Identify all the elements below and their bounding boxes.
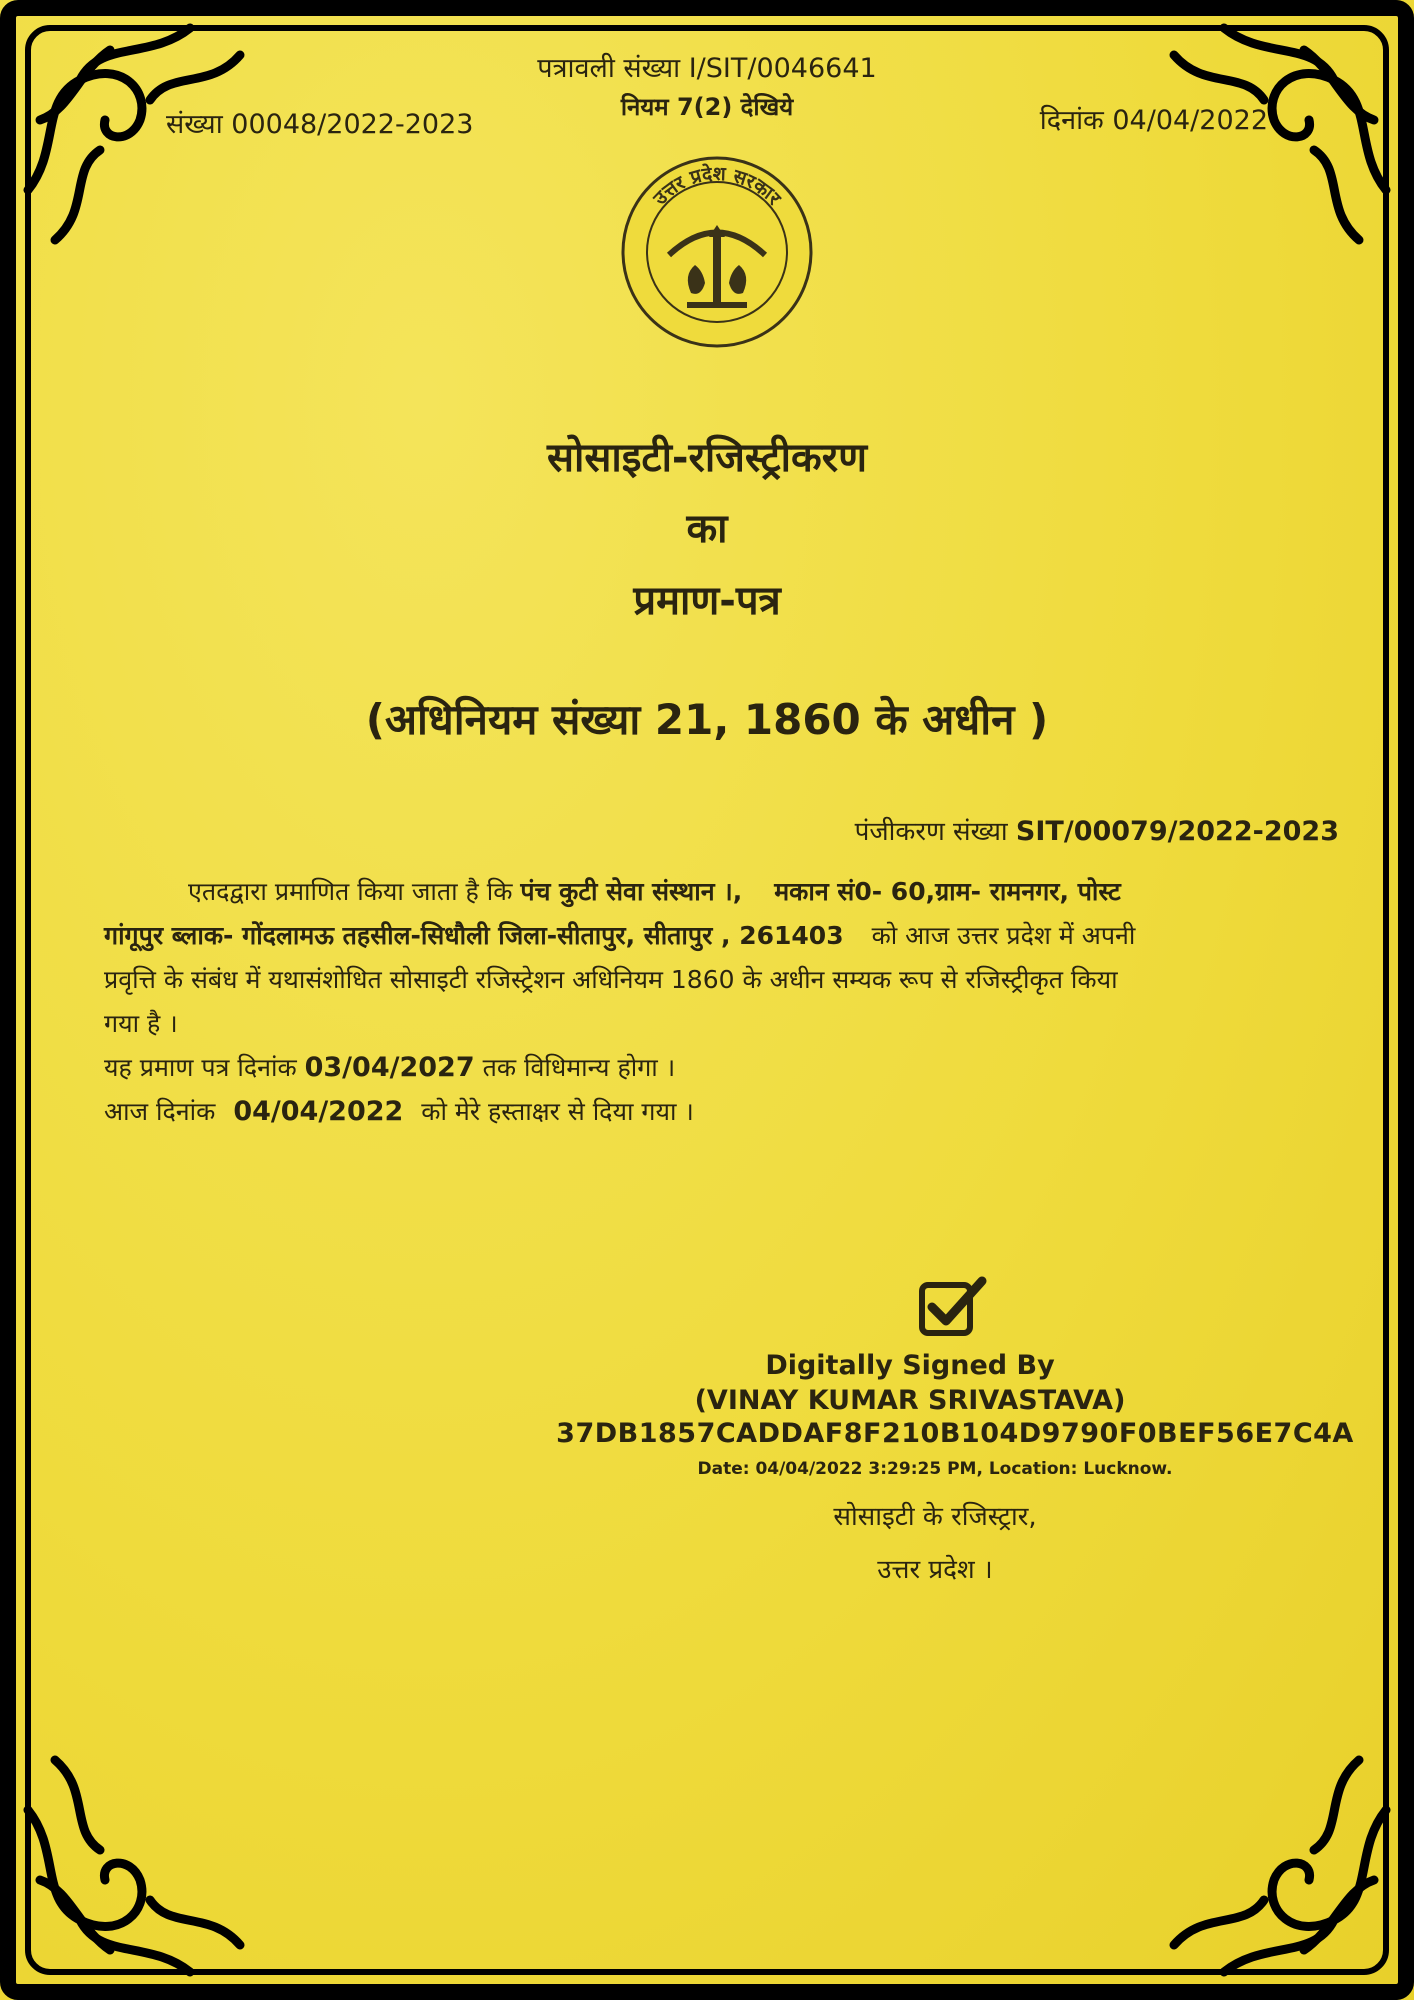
body-line-1 [104, 870, 1354, 914]
registrar-state: उत्तर प्रदेश । [877, 1555, 993, 1585]
body-line-3: प्रवृत्ति के संबंध में यथासंशोधित सोसाइटी रजिस्ट्रेशन अधिनियम 1860 के अधीन सम्यक रूप से रजिस्ट्रीकृत किया [104, 965, 1118, 994]
validity-prefix: यह प्रमाण पत्र दिनांक [104, 1053, 297, 1082]
checkbox-check-icon [918, 1275, 988, 1337]
body-line-2 [104, 914, 1354, 958]
signature-meta: Date: 04/04/2022 3:29:25 PM, Location: Lucknow. [697, 1459, 1173, 1479]
certificate-title-line3: प्रमाण-पत्र [633, 578, 781, 624]
certificate-title-line1: सोसाइटी-रजिस्ट्रीकरण [546, 435, 868, 481]
given-suffix: को मेरे हस्ताक्षर से दिया गया । [421, 1097, 694, 1126]
act-reference: (अधिनियम संख्या 21, 1860 के अधीन ) [365, 695, 1049, 744]
emblem-label: उत्तर प्रदेश सरकार [649, 162, 786, 210]
registration-number [855, 812, 1339, 848]
certificate-title-line2: का [686, 506, 728, 552]
address-line-2: गांगूपुर ब्लाक- गोंदलामऊ तहसील-सिधौली जिला-सीतापुर, सीतापुर , 261403 [104, 921, 844, 950]
text-after-address: को आज उत्तर प्रदेश में अपनी [871, 921, 1136, 950]
registrar-designation: सोसाइटी के रजिस्ट्रार, [833, 1502, 1037, 1532]
intro-text: एतदद्वारा प्रमाणित किया जाता है कि [188, 877, 513, 906]
validity-suffix: तक विधिमान्य होगा । [482, 1053, 676, 1082]
address-line-1: मकान सं0- 60,ग्राम- रामनगर, पोस्ट [774, 877, 1121, 906]
file-number: पत्रावली संख्या I/SIT/0046641 [537, 53, 877, 84]
validity-date: 03/04/2027 [304, 1052, 475, 1083]
issue-date: दिनांक 04/04/2022 [1039, 105, 1268, 136]
body-line-4: गया है । [104, 1009, 178, 1038]
given-line [104, 1090, 1354, 1134]
given-date: 04/04/2022 [233, 1096, 404, 1127]
serial-number: संख्या 00048/2022-2023 [166, 109, 474, 140]
given-prefix: आज दिनांक [104, 1097, 216, 1126]
registration-label: पंजीकरण संख्या [854, 817, 1008, 847]
rule-reference: नियम 7(2) देखिये [620, 93, 794, 121]
signer-name: (VINAY KUMAR SRIVASTAVA) [694, 1385, 1126, 1416]
digitally-signed-by: Digitally Signed By [765, 1350, 1055, 1381]
validity-line [104, 1046, 1354, 1090]
certification-text [104, 870, 1354, 1134]
signature-hash: 37DB1857CADDAF8F210B104D9790F0BEF56E7C4A [556, 1418, 1354, 1449]
registration-value: SIT/00079/2022-2023 [1015, 816, 1339, 847]
up-government-emblem-icon [617, 155, 817, 350]
society-name: पंच कुटी सेवा संस्थान ।, [520, 877, 743, 906]
